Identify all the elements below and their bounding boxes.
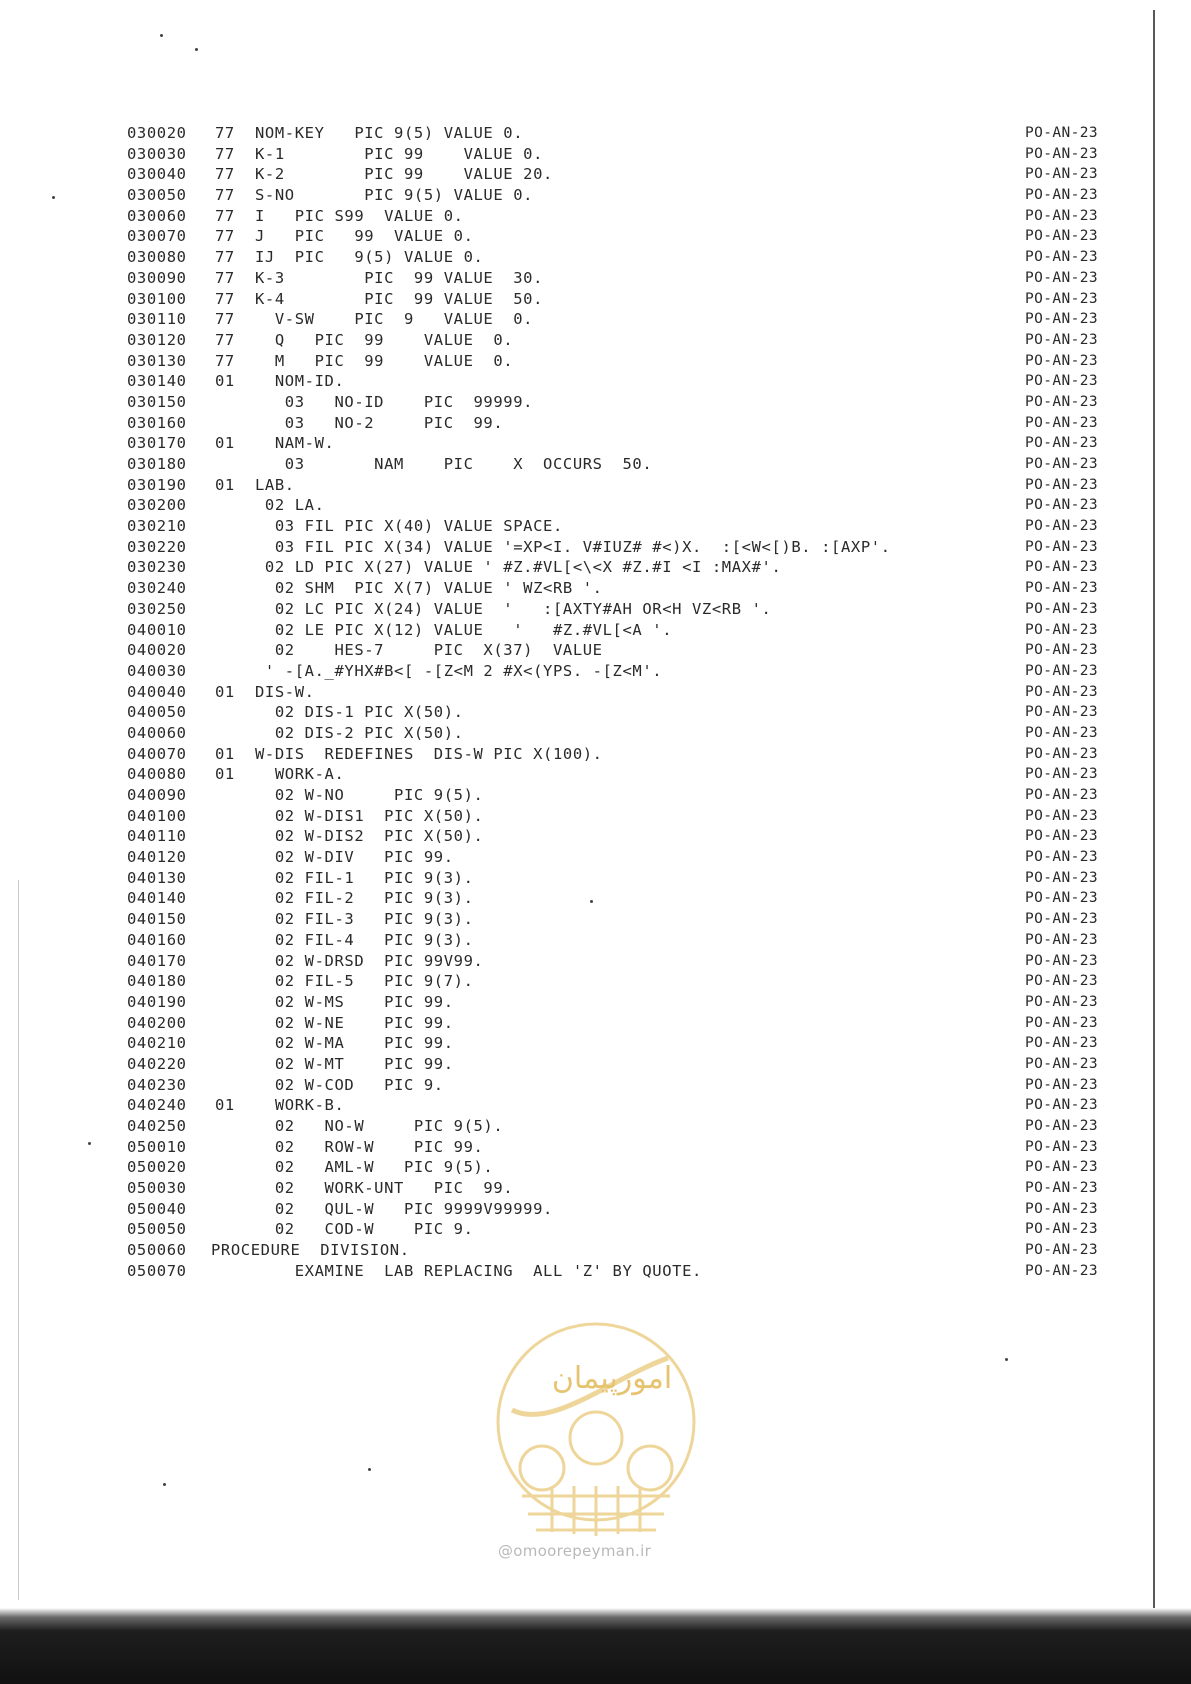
level-number: 01: [215, 765, 235, 784]
program-id-ref: PO-AN-23: [1025, 766, 1099, 783]
listing-line: [127, 1033, 1137, 1054]
listing-line: [127, 951, 1137, 972]
watermark-caption: @omoorepeyman.ir: [498, 1542, 652, 1560]
sequence-number: 030050: [127, 186, 187, 205]
sequence-number: 040150: [127, 910, 187, 929]
code-statement: DIS-W.: [255, 682, 315, 701]
listing-line: [127, 599, 1137, 620]
program-id-ref: PO-AN-23: [1025, 373, 1099, 390]
program-id-ref: PO-AN-23: [1025, 973, 1099, 990]
program-id-ref: PO-AN-23: [1025, 518, 1099, 535]
listing-line: [127, 806, 1137, 827]
listing-line: [127, 992, 1137, 1013]
program-id-ref: PO-AN-23: [1025, 228, 1099, 245]
sequence-number: 030140: [127, 372, 187, 391]
sequence-number: 040130: [127, 868, 187, 887]
code-statement: W-DIS REDEFINES DIS-W PIC X(100).: [255, 744, 603, 763]
program-id-ref: PO-AN-23: [1025, 724, 1099, 741]
listing-line: [127, 620, 1137, 641]
sequence-number: 050070: [127, 1261, 187, 1280]
sequence-number: 030210: [127, 517, 187, 536]
listing-line: [127, 744, 1137, 765]
listing-line: [127, 247, 1137, 268]
program-id-ref: PO-AN-23: [1025, 538, 1099, 555]
listing-line: [127, 537, 1137, 558]
listing-line: [127, 185, 1137, 206]
code-statement: J PIC 99 VALUE 0.: [255, 227, 474, 246]
listing-line: [127, 826, 1137, 847]
sequence-number: 040050: [127, 703, 187, 722]
program-id-ref: PO-AN-23: [1025, 1118, 1099, 1134]
program-id-ref: PO-AN-23: [1025, 497, 1099, 514]
sequence-number: 040020: [127, 641, 187, 660]
sequence-number: 030070: [127, 227, 187, 246]
program-id-ref: PO-AN-23: [1025, 911, 1099, 928]
code-statement: LAB.: [255, 475, 295, 494]
listing-line: [127, 1199, 1137, 1220]
sequence-number: 040230: [127, 1075, 187, 1094]
listing-line: [127, 1240, 1137, 1261]
code-statement: WORK-A.: [255, 765, 345, 784]
listing-line: [127, 640, 1137, 661]
code-statement: EXAMINE LAB REPLACING ALL 'Z' BY QUOTE.: [255, 1261, 702, 1280]
listing-line: [127, 1075, 1137, 1096]
sequence-number: 040010: [127, 620, 187, 639]
scan-speck: [1005, 1358, 1008, 1361]
sequence-number: 030040: [127, 165, 187, 184]
program-id-ref: PO-AN-23: [1025, 1221, 1099, 1238]
code-statement: 02 FIL-1 PIC 9(3).: [255, 868, 474, 887]
sequence-number: 040210: [127, 1034, 187, 1053]
listing-line: [127, 413, 1137, 434]
sequence-number: 040100: [127, 806, 187, 825]
program-id-ref: PO-AN-23: [1025, 828, 1099, 845]
code-statement: 03 NAM PIC X OCCURS 50.: [255, 455, 653, 473]
code-statement: 02 W-DRSD PIC 99V99.: [255, 951, 484, 970]
program-id-ref: PO-AN-23: [1025, 125, 1099, 141]
listing-line: [127, 123, 1137, 144]
listing-line: [127, 1137, 1137, 1158]
program-id-ref: PO-AN-23: [1025, 869, 1099, 886]
page-edge-line-left: [18, 880, 19, 1600]
listing-line: [127, 888, 1137, 909]
scan-speck: [368, 1468, 371, 1471]
code-statement: 02 AML-W PIC 9(5).: [255, 1158, 494, 1177]
sequence-number: 040140: [127, 889, 187, 908]
sequence-number: 030250: [127, 599, 187, 618]
code-statement: 02 COD-W PIC 9.: [255, 1220, 474, 1239]
listing-line: [127, 847, 1137, 868]
listing-line: [127, 371, 1137, 392]
listing-line: [127, 1095, 1137, 1116]
code-statement: 02 W-DIS2 PIC X(50).: [255, 827, 484, 846]
program-id-ref: PO-AN-23: [1025, 207, 1099, 224]
listing-line: [127, 868, 1137, 889]
level-number: 01: [215, 682, 235, 701]
page-edge-line: [1153, 10, 1155, 1610]
sequence-number: 040030: [127, 661, 187, 680]
program-id-ref: PO-AN-23: [1025, 1055, 1099, 1072]
level-number: 01: [215, 434, 235, 453]
listing-line: [127, 702, 1137, 723]
sequence-number: 030100: [127, 289, 187, 308]
level-number: 77: [215, 268, 235, 287]
code-statement: K-4 PIC 99 VALUE 50.: [255, 289, 544, 308]
program-id-ref: PO-AN-23: [1025, 600, 1099, 617]
code-statement: 02 DIS-1 PIC X(50).: [255, 703, 464, 722]
level-number: 01: [215, 744, 235, 763]
listing-line: [127, 930, 1137, 951]
listing-line: [127, 1261, 1137, 1282]
program-id-ref: PO-AN-23: [1025, 311, 1099, 328]
sequence-number: 030170: [127, 434, 187, 453]
code-statement: K-3 PIC 99 VALUE 30.: [255, 268, 544, 287]
program-id-ref: PO-AN-23: [1025, 1035, 1099, 1052]
program-id-ref: PO-AN-23: [1025, 745, 1099, 762]
watermark-logo-text: امورپیمان: [551, 1361, 673, 1396]
level-number: 77: [215, 310, 235, 329]
level-number: 77: [215, 186, 235, 205]
scan-bottom-shadow: [0, 1608, 1191, 1684]
program-id-ref: PO-AN-23: [1025, 1262, 1099, 1279]
listing-line: [127, 909, 1137, 930]
listing-line: [127, 1013, 1137, 1034]
code-statement: 02 QUL-W PIC 9999V99999.: [255, 1199, 553, 1218]
sequence-number: 030240: [127, 579, 187, 598]
program-id-ref: PO-AN-23: [1025, 1180, 1099, 1197]
code-statement: 02 NO-W PIC 9(5).: [255, 1117, 504, 1135]
cobol-listing: [127, 123, 1137, 1282]
listing-line: [127, 682, 1137, 703]
listing-line: [127, 268, 1137, 289]
sequence-number: 040080: [127, 765, 187, 784]
program-id-ref: PO-AN-23: [1025, 269, 1099, 286]
program-id-ref: PO-AN-23: [1025, 662, 1099, 679]
program-id-ref: PO-AN-23: [1025, 621, 1099, 638]
sequence-number: 030150: [127, 392, 187, 411]
code-statement: 02 LA.: [255, 496, 325, 515]
code-statement: 03 FIL PIC X(34) VALUE '=XP<I. V#IUZ# #<)X. :[<W<[)B. :[AXP'.: [255, 537, 891, 556]
program-id-ref: PO-AN-23: [1025, 166, 1099, 183]
code-statement: 02 DIS-2 PIC X(50).: [255, 723, 464, 742]
sequence-number: 030090: [127, 268, 187, 287]
code-statement: 02 W-NE PIC 99.: [255, 1013, 454, 1032]
sequence-number: 030110: [127, 310, 187, 329]
level-number: 01: [215, 475, 235, 494]
code-statement: 02 LD PIC X(27) VALUE ' #Z.#VL[<\<X #Z.#I <I :MAX#'.: [255, 558, 782, 577]
sequence-number: 030060: [127, 206, 187, 225]
code-statement: 02 W-DIV PIC 99.: [255, 848, 454, 867]
sequence-number: 040250: [127, 1117, 187, 1135]
listing-line: [127, 1178, 1137, 1199]
code-statement: NOM-KEY PIC 9(5) VALUE 0.: [255, 124, 524, 142]
sequence-number: 030080: [127, 248, 187, 267]
sequence-number: 040220: [127, 1054, 187, 1073]
level-number: 77: [215, 351, 235, 370]
scan-speck: [163, 1483, 166, 1486]
code-statement: V-SW PIC 9 VALUE 0.: [255, 310, 534, 329]
program-id-ref: PO-AN-23: [1025, 1076, 1099, 1093]
listing-line: [127, 454, 1137, 475]
code-statement: 02 WORK-UNT PIC 99.: [255, 1179, 514, 1198]
scan-speck: [160, 34, 163, 37]
code-statement: S-NO PIC 9(5) VALUE 0.: [255, 186, 534, 205]
listing-line: [127, 723, 1137, 744]
code-statement: 02 W-DIS1 PIC X(50).: [255, 806, 484, 825]
sequence-number: 040180: [127, 972, 187, 991]
level-number: 77: [215, 248, 235, 267]
code-statement: 02 FIL-5 PIC 9(7).: [255, 972, 474, 991]
code-statement: 02 W-MS PIC 99.: [255, 992, 454, 1011]
listing-line: [127, 144, 1137, 165]
sequence-number: 050060: [127, 1241, 187, 1260]
code-statement: 02 W-COD PIC 9.: [255, 1075, 444, 1094]
level-number: 77: [215, 289, 235, 308]
sequence-number: 030130: [127, 351, 187, 370]
institution-seal-icon: [492, 1318, 700, 1540]
code-statement: NOM-ID.: [255, 372, 345, 391]
sequence-number: 030030: [127, 144, 187, 163]
level-number: 77: [215, 144, 235, 163]
listing-line: [127, 1157, 1137, 1178]
code-statement: 03 FIL PIC X(40) VALUE SPACE.: [255, 517, 563, 536]
program-id-ref: PO-AN-23: [1025, 145, 1099, 162]
program-id-ref: PO-AN-23: [1025, 352, 1099, 369]
code-statement: 02 W-NO PIC 9(5).: [255, 786, 484, 804]
program-id-ref: PO-AN-23: [1025, 787, 1099, 803]
listing-line: [127, 516, 1137, 537]
listing-line: [127, 309, 1137, 330]
listing-line: [127, 475, 1137, 496]
code-statement: 02 ROW-W PIC 99.: [255, 1137, 484, 1156]
program-id-ref: PO-AN-23: [1025, 435, 1099, 452]
sequence-number: 050010: [127, 1137, 187, 1156]
listing-line: [127, 1116, 1137, 1137]
listing-line: [127, 164, 1137, 185]
program-id-ref: PO-AN-23: [1025, 187, 1099, 204]
listing-line: [127, 1054, 1137, 1075]
code-statement: 03 NO-2 PIC 99.: [255, 413, 504, 432]
listing-line: [127, 1219, 1137, 1240]
code-statement: IJ PIC 9(5) VALUE 0.: [255, 248, 484, 267]
program-id-ref: PO-AN-23: [1025, 704, 1099, 721]
level-number: 77: [215, 206, 235, 225]
listing-line: [127, 785, 1137, 806]
sequence-number: 030230: [127, 558, 187, 577]
level-number: 77: [215, 227, 235, 246]
sequence-number: 040190: [127, 992, 187, 1011]
program-id-ref: PO-AN-23: [1025, 331, 1099, 348]
program-id-ref: PO-AN-23: [1025, 393, 1099, 410]
sequence-number: 030190: [127, 475, 187, 494]
program-id-ref: PO-AN-23: [1025, 249, 1099, 266]
code-statement: I PIC S99 VALUE 0.: [255, 206, 464, 225]
program-id-ref: PO-AN-23: [1025, 290, 1099, 307]
scan-speck: [52, 196, 55, 199]
sequence-number: 030120: [127, 330, 187, 349]
code-statement: 02 HES-7 PIC X(37) VALUE: [255, 641, 603, 660]
code-statement: 03 NO-ID PIC 99999.: [255, 392, 534, 411]
sequence-number: 050040: [127, 1199, 187, 1218]
program-id-ref: PO-AN-23: [1025, 1242, 1099, 1259]
level-number: 01: [215, 1096, 235, 1115]
listing-line: [127, 226, 1137, 247]
listing-line: [127, 971, 1137, 992]
level-number: 77: [215, 330, 235, 349]
sequence-number: 040160: [127, 930, 187, 949]
listing-line: [127, 351, 1137, 372]
listing-line: [127, 661, 1137, 682]
code-statement: 02 LC PIC X(24) VALUE ' :[AXTY#AH OR<H VZ<RB '.: [255, 599, 772, 618]
program-id-ref: PO-AN-23: [1025, 580, 1099, 597]
sequence-number: 040060: [127, 723, 187, 742]
program-id-ref: PO-AN-23: [1025, 1014, 1099, 1031]
code-statement: PROCEDURE DIVISION.: [211, 1241, 410, 1260]
listing-line: [127, 433, 1137, 454]
code-statement: 02 LE PIC X(12) VALUE ' #Z.#VL[<A '.: [255, 620, 673, 639]
program-id-ref: PO-AN-23: [1025, 1138, 1099, 1155]
program-id-ref: PO-AN-23: [1025, 1159, 1099, 1176]
program-id-ref: PO-AN-23: [1025, 849, 1099, 866]
code-statement: 02 FIL-4 PIC 9(3).: [255, 930, 474, 949]
sequence-number: 030220: [127, 537, 187, 556]
listing-line: [127, 764, 1137, 785]
listing-line: [127, 289, 1137, 310]
program-id-ref: PO-AN-23: [1025, 993, 1099, 1010]
code-statement: 02 W-MT PIC 99.: [255, 1054, 454, 1073]
code-statement: WORK-B.: [255, 1096, 345, 1115]
program-id-ref: PO-AN-23: [1025, 931, 1099, 948]
code-statement: K-2 PIC 99 VALUE 20.: [255, 165, 553, 184]
sequence-number: 050050: [127, 1220, 187, 1239]
code-statement: 02 SHM PIC X(7) VALUE ' WZ<RB '.: [255, 579, 603, 598]
code-statement: M PIC 99 VALUE 0.: [255, 351, 514, 370]
program-id-ref: PO-AN-23: [1025, 456, 1099, 472]
program-id-ref: PO-AN-23: [1025, 952, 1099, 969]
program-id-ref: PO-AN-23: [1025, 642, 1099, 659]
scan-speck: [88, 1142, 91, 1145]
listing-line: [127, 557, 1137, 578]
program-id-ref: PO-AN-23: [1025, 1200, 1099, 1217]
program-id-ref: PO-AN-23: [1025, 476, 1099, 493]
program-id-ref: PO-AN-23: [1025, 414, 1099, 431]
listing-line: [127, 330, 1137, 351]
listing-line: [127, 206, 1137, 227]
sequence-number: 040090: [127, 786, 187, 804]
sequence-number: 040200: [127, 1013, 187, 1032]
code-statement: ' -[A._#YHX#B<[ -[Z<M 2 #X<(YPS. -[Z<M'.: [255, 661, 663, 680]
sequence-number: 030160: [127, 413, 187, 432]
sequence-number: 040070: [127, 744, 187, 763]
code-statement: NAM-W.: [255, 434, 335, 453]
sequence-number: 040110: [127, 827, 187, 846]
program-id-ref: PO-AN-23: [1025, 683, 1099, 700]
sequence-number: 030020: [127, 124, 187, 142]
scan-speck: [195, 48, 198, 51]
sequence-number: 030180: [127, 455, 187, 473]
sequence-number: 040040: [127, 682, 187, 701]
sequence-number: 040170: [127, 951, 187, 970]
code-statement: 02 FIL-3 PIC 9(3).: [255, 910, 474, 929]
sequence-number: 050030: [127, 1179, 187, 1198]
level-number: 01: [215, 372, 235, 391]
code-statement: K-1 PIC 99 VALUE 0.: [255, 144, 544, 163]
sequence-number: 040240: [127, 1096, 187, 1115]
level-number: 77: [215, 124, 235, 142]
level-number: 77: [215, 165, 235, 184]
code-statement: 02 FIL-2 PIC 9(3).: [255, 889, 474, 908]
program-id-ref: PO-AN-23: [1025, 807, 1099, 824]
listing-line: [127, 578, 1137, 599]
program-id-ref: PO-AN-23: [1025, 1097, 1099, 1114]
sequence-number: 040120: [127, 848, 187, 867]
code-statement: 02 W-MA PIC 99.: [255, 1034, 454, 1053]
listing-line: [127, 495, 1137, 516]
code-statement: Q PIC 99 VALUE 0.: [255, 330, 514, 349]
program-id-ref: PO-AN-23: [1025, 559, 1099, 576]
program-id-ref: PO-AN-23: [1025, 890, 1099, 907]
listing-line: [127, 392, 1137, 413]
sequence-number: 030200: [127, 496, 187, 515]
sequence-number: 050020: [127, 1158, 187, 1177]
